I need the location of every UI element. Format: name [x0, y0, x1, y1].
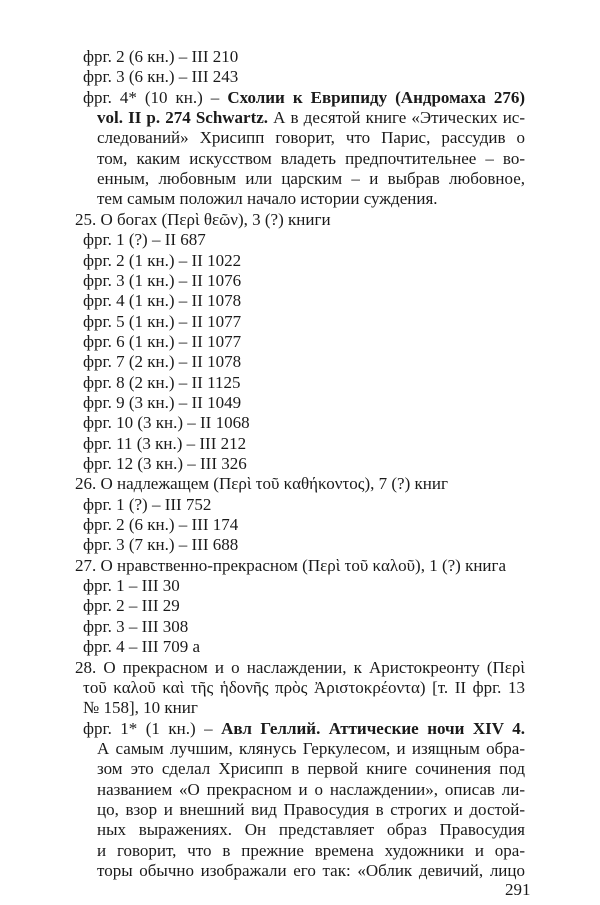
line-text: торы обычно изображали его так: «Облик девичий, лицо: [97, 861, 525, 880]
text-line: [97, 780, 525, 800]
text-line: [83, 67, 238, 87]
text-line: [83, 88, 525, 108]
line-text: тем самым положил начало истории суждения.: [97, 189, 438, 209]
line-text: фрг. 4 – III 709 a: [83, 637, 201, 657]
text-line: [97, 739, 525, 759]
text-line: [97, 759, 525, 779]
line-text: фрг. 2 (6 кн.) – III 174: [83, 515, 239, 535]
text-line: [83, 454, 247, 474]
line-text: фрг. 9 (3 кн.) – II 1049: [83, 392, 242, 412]
line-text: № 158], 10 книг: [83, 698, 198, 718]
line-text: фрг. 7 (2 кн.) – II 1078: [83, 352, 242, 372]
bold-citation: Авл Геллий. Аттические ночи XIV 4.: [221, 718, 525, 738]
text-line: [83, 352, 241, 372]
line-text: фрг. 2 – III 29: [83, 596, 180, 616]
line-text: и говорит, что в прежние времена художники и ора-: [97, 840, 525, 860]
line-text: фрг. 6 (1 кн.) – II 1077: [83, 331, 242, 351]
line-text: фрг. 3 (6 кн.) – III 243: [83, 67, 239, 87]
text-line: [83, 393, 241, 413]
line-text: зом это сделал Хрисипп в первой книге сочинения под: [97, 759, 525, 779]
text-line: [83, 332, 241, 352]
bold-citation: Схолии к Еврипиду (Андромаха 276): [227, 87, 526, 107]
text-line: [83, 47, 238, 67]
line-text: названием «О прекрасном и о наслаждении», описав ли-: [97, 779, 525, 799]
text-line: [83, 373, 240, 393]
text-line: [75, 474, 448, 494]
text-line: [83, 291, 241, 311]
line-text: 26. О надлежащем (Περὶ τοῦ καθήκοντος), 7 (?) книг: [75, 474, 448, 494]
line-text: фрг. 12 (3 кн.) – III 326: [83, 454, 247, 473]
text-line: [83, 617, 188, 637]
line-text: фрг. 5 (1 кн.) – II 1077: [83, 311, 242, 331]
line-text: А самым лучшим, клянусь Геркулесом, и изящным обра-: [97, 738, 525, 758]
text-line: [83, 251, 241, 271]
line-text: фрг. 3 (1 кн.) – II 1076: [83, 270, 242, 290]
line-text: енным, любовным или царским – и выбрав любовное,: [97, 169, 525, 189]
line-text: А в десятой книге «Этических ис-: [268, 108, 525, 128]
text-line: [97, 128, 525, 148]
text-line: [83, 596, 180, 616]
text-line: [75, 210, 331, 230]
text-line: [97, 800, 525, 820]
text-line: [83, 637, 200, 657]
line-text: фрг. 1 – III 30: [83, 576, 180, 596]
text-line: [97, 169, 525, 189]
text-line: [83, 230, 206, 250]
text-line: [75, 556, 506, 576]
line-text: фрг. 1 (?) – II 687: [83, 230, 206, 250]
text-line: [83, 698, 198, 718]
text-line: [75, 658, 525, 678]
line-text: фрг. 4 (1 кн.) – II 1078: [83, 291, 242, 311]
text-line: [97, 820, 525, 840]
text-line: [83, 719, 525, 739]
line-text: цо, взор и внешний вид Правосудия в строгих и достой-: [97, 799, 525, 819]
text-line: [97, 149, 525, 169]
line-text: фрг. 1 (?) – III 752: [83, 494, 212, 514]
bold-citation: vol. II p. 274 Schwartz.: [97, 108, 269, 128]
line-text: ных выражениях. Он представляет образ Правосудия: [97, 820, 525, 840]
text-line: [83, 678, 525, 698]
line-text: τοῦ καλοῦ καὶ τῆς ἡδονῆς πρὸς Ἀριστοκρέοντα) [т. II фрг. 13: [83, 677, 525, 697]
text-line: [83, 271, 241, 291]
line-text: 25. О богах (Περὶ θεῶν), 3 (?) книги: [75, 209, 331, 229]
text-line: [83, 312, 241, 332]
line-text: 28. О прекрасном и о наслаждении, к Аристокреонту (Περὶ: [75, 657, 525, 677]
line-text: фрг. 2 (1 кн.) – II 1022: [83, 250, 242, 270]
line-text: фрг. 1* (1 кн.) –: [83, 718, 222, 738]
line-text: фрг. 2 (6 кн.) – III 210: [83, 47, 239, 66]
text-line: [83, 413, 250, 433]
text-line: [83, 535, 238, 555]
line-text: следований» Хрисипп говорит, что Парис, рассудив о: [97, 128, 525, 148]
text-line: [83, 434, 246, 454]
line-text: фрг. 10 (3 кн.) – II 1068: [83, 413, 250, 433]
text-line: [97, 861, 525, 881]
text-line: [83, 576, 180, 596]
page-number: 291: [505, 880, 531, 899]
text-line: [97, 108, 525, 128]
line-text: фрг. 8 (2 кн.) – II 1125: [83, 372, 241, 392]
line-text: 27. О нравственно-прекрасном (Περὶ τοῦ καλοῦ), 1 (?) книга: [75, 555, 507, 575]
line-text: фрг. 3 (7 кн.) – III 688: [83, 535, 239, 555]
line-text: том, каким искусством владеть предпочтительнее – во-: [97, 148, 525, 168]
line-text: фрг. 3 – III 308: [83, 616, 189, 636]
line-text: фрг. 4* (10 кн.) –: [83, 87, 228, 107]
line-text: фрг. 11 (3 кн.) – III 212: [83, 433, 247, 453]
text-line: [83, 495, 211, 515]
text-line: [97, 841, 525, 861]
text-line: [97, 189, 438, 209]
text-line: [83, 515, 238, 535]
